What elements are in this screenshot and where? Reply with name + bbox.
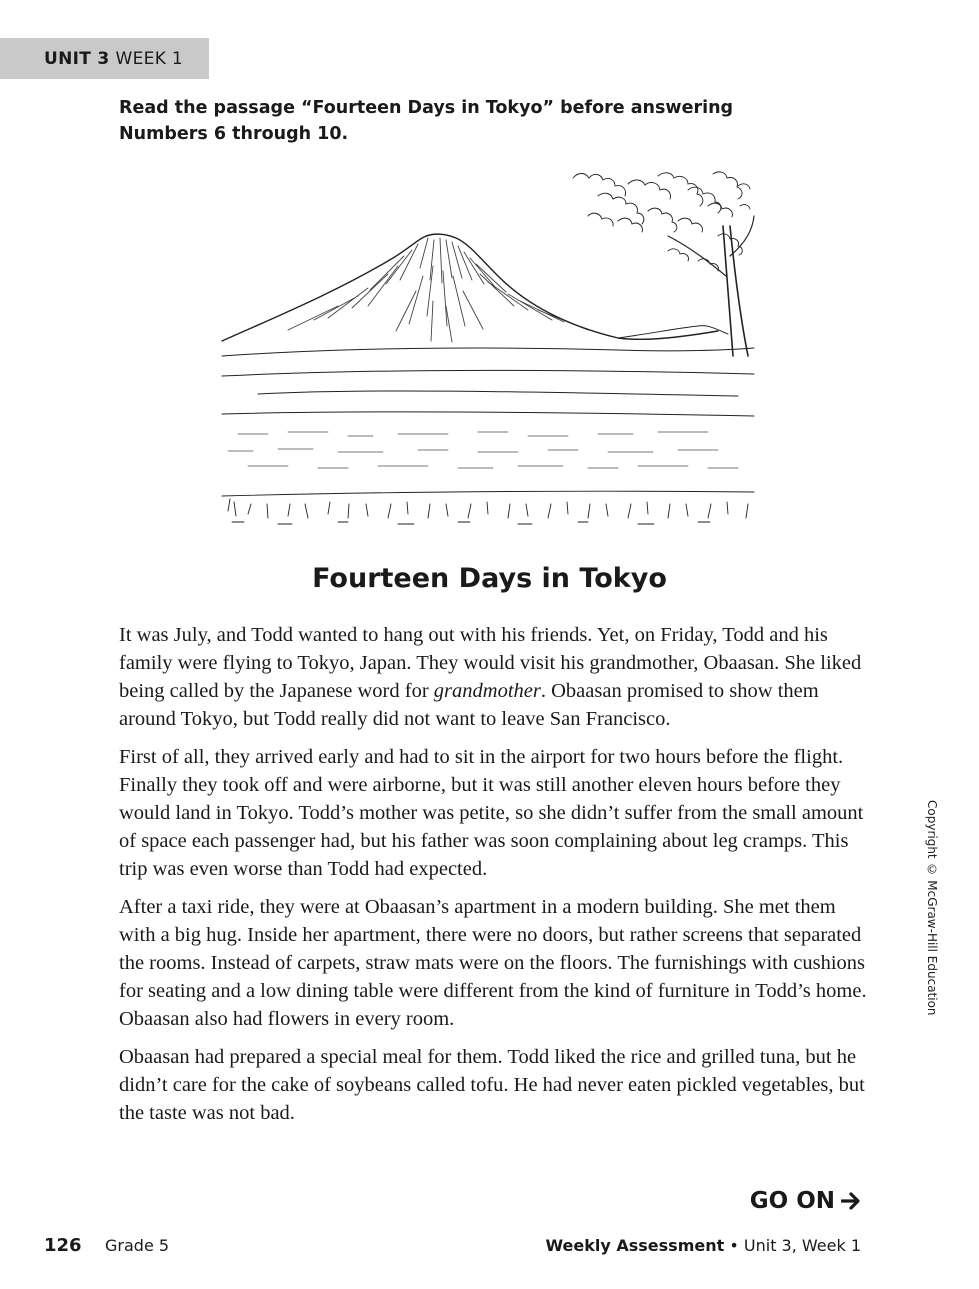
instructions-line-1: Read the passage “Fourteen Days in Tokyo” before answering: [119, 98, 734, 118]
arrow-right-icon: [841, 1192, 861, 1210]
instructions-line-2: Numbers 6 through 10.: [119, 124, 349, 144]
go-on-label: [750, 1188, 861, 1214]
passage: [119, 621, 869, 1137]
grade-label: Grade 5: [105, 1236, 170, 1255]
footer-separator: •: [729, 1236, 739, 1255]
paragraph-1-text-b: . Obaasan promised to show them around Tokyo, but Todd really did not want to leave San Francisco.: [119, 680, 819, 730]
go-on-text: GO ON: [749, 1188, 835, 1214]
paragraph-3: After a taxi ride, they were at Obaasan’s apartment in a modern building. She met them with a big hug. Inside her apartment, there were no doors, but rather screens that separated the rooms. Instead of carpets, straw mats were on the floors. The furnishings with cushions for seating and a low dining table were different from the kind of furniture in Todd’s home. Obaasan also had flowers in every room.: [119, 896, 867, 1030]
mount-fuji-illustration: [218, 166, 758, 530]
instructions: [119, 95, 759, 147]
unit-week-tab: [0, 38, 209, 79]
assessment-info: [545, 1236, 861, 1255]
paragraph-1-text-a: It was July, and Todd wanted to hang out with his friends. Yet, on Friday, Todd and his family were flying to Tokyo, Japan. They would visit his grandmother, Obaasan. She liked being called by the Japanese word for: [119, 624, 862, 702]
paragraph-1: [119, 621, 869, 733]
page-footer: [0, 1235, 979, 1259]
unit-week-label: Unit 3, Week 1: [743, 1236, 861, 1255]
paragraph-4: Obaasan had prepared a special meal for them. Todd liked the rice and grilled tuna, but he didn’t care for the cake of soybeans called tofu. He had never eaten pickled vegetables, but the taste was not bad.: [119, 1046, 865, 1124]
copyright-notice: Copyright © McGraw-Hill Education: [925, 800, 939, 1016]
story-title: Fourteen Days in Tokyo: [312, 563, 667, 594]
page-number: 126: [44, 1235, 82, 1256]
week-label: WEEK 1: [115, 48, 183, 69]
paragraph-2: First of all, they arrived early and had to sit in the airport for two hours before the flight. Finally they took off and were airborne, but it was still another eleven hours before they would land in Tokyo. Todd’s mother was petite, so she didn’t suffer from the small amount of space each passenger had, but his father was soon complaining about leg cramps. This trip was even worse than Todd had expected.: [119, 746, 864, 880]
unit-label: UNIT 3: [44, 48, 110, 69]
assessment-title: Weekly Assessment: [545, 1236, 725, 1255]
paragraph-1-italic-word: grandmother: [433, 680, 541, 702]
